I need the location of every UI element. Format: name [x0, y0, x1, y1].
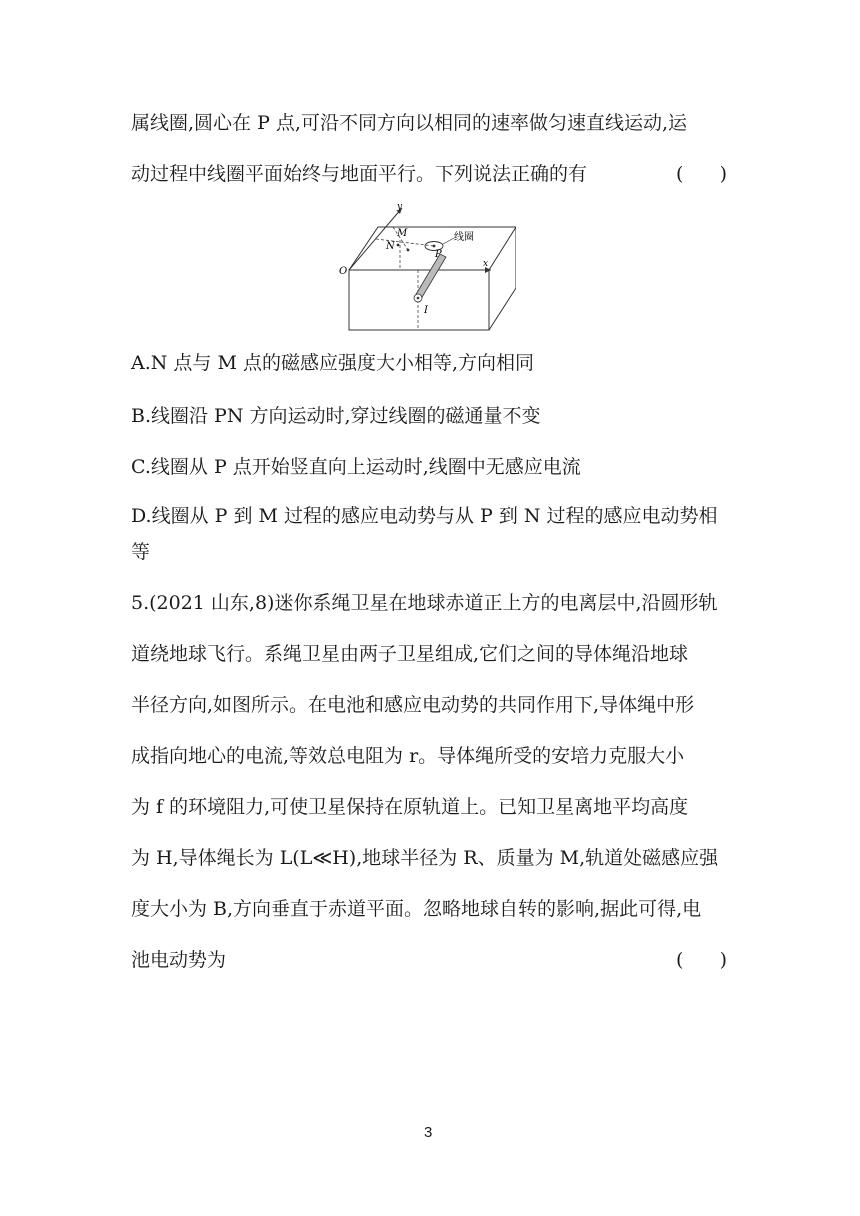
q4-option-d-line-1: D.线圈从 P 到 M 过程的感应电动势与从 P 到 N 过程的感应电动势相 — [131, 505, 718, 527]
q4-option-d-line-2: 等 — [131, 541, 151, 563]
page-number: 3 — [424, 1124, 433, 1141]
wire-end-dot — [417, 297, 420, 300]
q5-line-3: 半径方向,如图所示。在电池和感应电动势的共同作用下,导体绳中形 — [131, 694, 695, 716]
q4-stem-line-2: 动过程中线圈平面始终与地面平行。下列说法正确的有 — [131, 163, 588, 185]
label-i: I — [424, 305, 428, 316]
box-top-face — [349, 227, 516, 270]
label-y: y — [397, 202, 403, 212]
q5-line-6: 为 H,导体绳长为 L(L≪H),地球半径为 R、质量为 M,轨道处磁感应强 — [131, 847, 719, 869]
coil-leader-line — [443, 238, 454, 244]
q4-figure — [336, 200, 516, 334]
q4-answer-paren: ( ) — [676, 163, 728, 185]
q5-answer-paren: ( ) — [676, 949, 728, 971]
label-m: M — [397, 228, 408, 239]
point-n-dot — [397, 244, 400, 247]
point-m-dot — [407, 249, 410, 252]
label-coil: 线圈 — [454, 232, 474, 243]
q4-option-b: B.线圈沿 PN 方向运动时,穿过线圈的磁通量不变 — [131, 405, 541, 427]
q4-stem-line-1: 属线圈,圆心在 P 点,可沿不同方向以相同的速率做匀速直线运动,运 — [131, 112, 687, 134]
q4-option-c: C.线圈从 P 点开始竖直向上运动时,线圈中无感应电流 — [131, 456, 581, 478]
label-p: P — [435, 249, 442, 260]
box-diagram — [336, 200, 516, 334]
q4-option-a: A.N 点与 M 点的磁感应强度大小相等,方向相同 — [131, 352, 534, 374]
q5-line-2: 道绕地球飞行。系绳卫星由两子卫星组成,它们之间的导体绳沿地球 — [131, 643, 689, 665]
q5-line-7: 度大小为 B,方向垂直于赤道平面。忽略地球自转的影响,据此可得,电 — [131, 898, 702, 920]
q5-line-1: 5.(2021 山东,8)迷你系绳卫星在地球赤道正上方的电离层中,沿圆形轨 — [131, 592, 718, 614]
q5-line-8: 池电动势为 — [131, 949, 227, 971]
current-wire — [415, 254, 446, 299]
point-p-dot — [433, 245, 436, 248]
box-right-face — [489, 227, 516, 330]
label-n: N — [386, 241, 395, 252]
label-o: O — [339, 266, 348, 277]
label-x: x — [483, 259, 489, 269]
q5-line-4: 成指向地心的电流,等效总电阻为 r。导体绳所受的安培力克服大小 — [131, 745, 685, 767]
y-axis — [349, 208, 402, 270]
q5-line-5: 为 f 的环境阻力,可使卫星保持在原轨道上。已知卫星离地平均高度 — [131, 796, 689, 818]
